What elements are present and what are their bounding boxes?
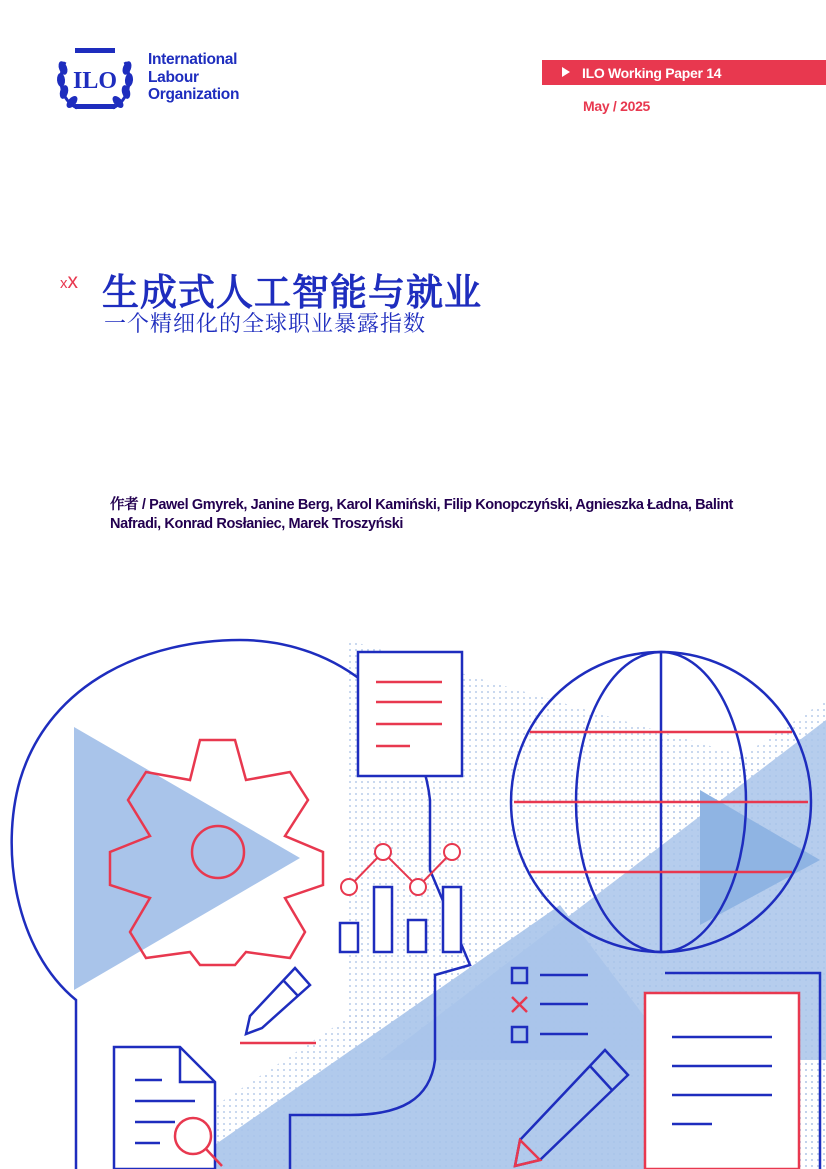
page-title: 生成式人工智能与就业 xyxy=(102,272,482,313)
ilo-logo-emblem xyxy=(55,44,145,116)
org-name-line-1: International xyxy=(148,51,238,68)
document-icon xyxy=(358,652,462,776)
cover-illustration xyxy=(0,620,826,1169)
org-name-line-3: Organization xyxy=(148,86,240,103)
ilo-logo xyxy=(55,44,255,116)
language-icon-small: x xyxy=(60,275,68,292)
play-triangle-icon xyxy=(562,67,570,77)
frame-document-icon xyxy=(645,973,820,1169)
organization-name xyxy=(148,51,239,104)
svg-text:ILO: ILO xyxy=(72,68,118,94)
series-band xyxy=(542,60,826,85)
pencil-icon xyxy=(246,968,310,1034)
series-label: ILO Working Paper 14 xyxy=(582,65,722,81)
language-icon-large: x xyxy=(67,270,78,293)
publication-date: May / 2025 xyxy=(583,98,651,114)
authors: 作者 / Pawel Gmyrek, Janine Berg, Karol Kamiński, Filip Konopczyński, Agnieszka Ładna, Balint Nafradi, Konrad Rosłaniec, Marek Troszyński xyxy=(110,497,733,532)
org-name-line-2: Labour xyxy=(148,68,199,86)
page-subtitle: 一个精细化的全球职业暴露指数 xyxy=(104,311,427,336)
document-search-icon xyxy=(114,1047,222,1169)
language-icon xyxy=(60,270,78,294)
